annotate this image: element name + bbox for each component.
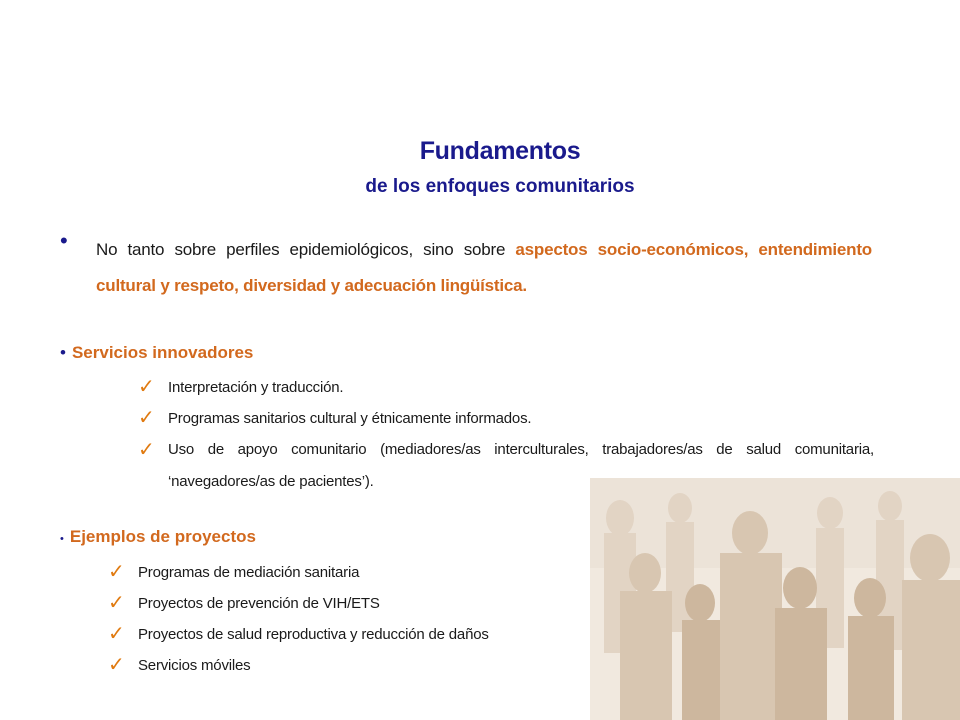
slide-title: Fundamentos [419,137,581,165]
checkmark-icon: ✓ [138,376,155,398]
servicios-list [138,372,874,498]
checkmark-icon: ✓ [138,407,155,429]
list-item-label: Servicios móviles [138,657,251,674]
crowd-photo [590,478,960,720]
list-item-label: Uso de apoyo comunitario (mediadores/as interculturales, trabajadores/as de salud comunitaria, ‘navegadores/as de pacientes’). [168,441,874,490]
list-item-label: Programas sanitarios cultural y étnicamente informados. [168,410,532,427]
section-heading-label: Ejemplos de proyectos [69,527,256,546]
checkmark-icon: ✓ [108,623,125,645]
list-item [138,372,874,403]
intro-text: No tanto sobre perfiles epidemiológicos, sino sobre [96,240,516,259]
intro-highlight: aspectos socio-económicos, entendimiento cultural y respeto, diversidad y adecuación lingüística. [96,240,872,295]
section-bullet: • [60,343,66,362]
list-item [108,619,598,650]
list-item-label: Proyectos de salud reproductiva y reducción de daños [138,626,489,643]
list-item [138,434,874,498]
list-item [108,650,598,681]
list-item [108,557,598,588]
list-item [108,588,598,619]
slide-subtitle: de los enfoques comunitarios [365,176,635,197]
section-heading-servicios [60,343,253,363]
list-item-label: Interpretación y traducción. [168,379,344,396]
section-heading-label: Servicios innovadores [71,343,254,362]
checkmark-icon: ✓ [108,654,125,676]
list-item [138,403,874,434]
section-heading-ejemplos [60,527,256,547]
intro-bullet: • [60,228,68,253]
list-item-label: Programas de mediación sanitaria [138,564,360,581]
list-item-label: Proyectos de prevención de VIH/ETS [138,595,380,612]
intro-paragraph [96,232,872,304]
section-bullet: • [60,533,64,545]
checkmark-icon: ✓ [138,439,155,461]
proyectos-list [108,557,598,681]
checkmark-icon: ✓ [108,561,125,583]
checkmark-icon: ✓ [108,592,125,614]
